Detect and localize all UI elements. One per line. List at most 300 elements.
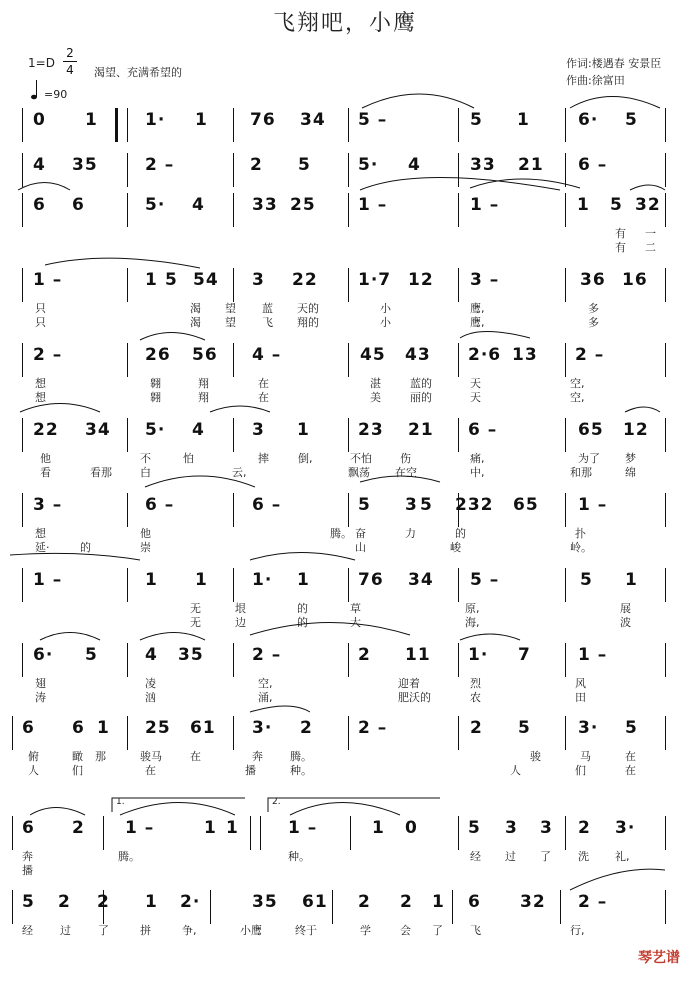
note: 25 xyxy=(290,195,316,215)
lyric-syllable: 在 xyxy=(258,391,269,404)
note: 2 xyxy=(58,892,71,912)
note: 22 xyxy=(33,420,59,440)
lyric-syllable: 奔 xyxy=(22,850,33,863)
lyric-syllable: 迎着 xyxy=(398,677,420,690)
note: 4 xyxy=(192,420,205,440)
note: 0 xyxy=(405,818,418,838)
note: 5 xyxy=(420,495,433,515)
lyric-syllable: 骏 xyxy=(530,750,541,763)
lyric-syllable: 草 xyxy=(350,602,361,615)
lyric-syllable: 他 xyxy=(40,452,51,465)
barline xyxy=(22,153,23,187)
note: 21 xyxy=(408,420,434,440)
composer-credit: 作曲:徐富田 xyxy=(566,74,625,87)
barline xyxy=(565,268,566,302)
note: 13 xyxy=(512,345,538,365)
lyric-syllable: 鹰, xyxy=(470,302,485,315)
note: 54 xyxy=(193,270,219,290)
lyric-syllable: 空, xyxy=(570,391,585,404)
lyric-syllable: 奋 xyxy=(355,527,366,540)
note: 5 xyxy=(580,570,593,590)
site-logo: 琴艺谱 xyxy=(638,950,680,966)
lyric-syllable: 在 xyxy=(625,764,636,777)
note: 2 xyxy=(97,892,110,912)
note: 2 – xyxy=(252,645,282,665)
note: 45 xyxy=(360,345,386,365)
barline xyxy=(565,568,566,602)
note: 1 xyxy=(204,818,217,838)
note: 6 xyxy=(72,718,85,738)
lyric-syllable: 种。 xyxy=(288,850,310,863)
note: 3 xyxy=(540,818,553,838)
lyric-syllable: 飞 xyxy=(262,316,273,329)
lyric-syllable: 无 xyxy=(190,616,201,629)
barline xyxy=(348,643,349,677)
note: 56 xyxy=(192,345,218,365)
note: 1 xyxy=(372,818,385,838)
lyric-syllable: 渴 xyxy=(190,316,201,329)
note: 26 xyxy=(145,345,171,365)
barline xyxy=(458,816,459,850)
note: 76 xyxy=(250,110,276,130)
note: 35 xyxy=(252,892,278,912)
note: 2 xyxy=(578,818,591,838)
note: 5· xyxy=(145,420,166,440)
barline xyxy=(665,193,666,227)
note: 32 xyxy=(520,892,546,912)
lyric-syllable: 扑 xyxy=(575,527,586,540)
quarter-note-icon xyxy=(31,80,37,100)
note: 2 xyxy=(470,718,483,738)
note: 1· xyxy=(145,110,166,130)
barline xyxy=(22,108,23,142)
lyric-syllable: 田 xyxy=(575,691,586,704)
note: 35 xyxy=(72,155,98,175)
lyric-syllable: 们 xyxy=(575,764,586,777)
note: 65 xyxy=(513,495,539,515)
note: 4 xyxy=(33,155,46,175)
barline xyxy=(127,568,128,602)
lyric-syllable: 鹰, xyxy=(470,316,485,329)
note: 3 xyxy=(252,420,265,440)
barline xyxy=(452,890,453,924)
note: 1 – xyxy=(358,195,388,215)
note: 34 xyxy=(300,110,326,130)
lyric-syllable: 想 xyxy=(35,377,46,390)
barline xyxy=(665,816,666,850)
lyric-syllable: 白 xyxy=(140,466,151,479)
note: 2·6 xyxy=(468,345,502,365)
lyric-syllable: 湛 xyxy=(370,377,381,390)
note: 65 xyxy=(578,420,604,440)
lyric-syllable: 洗 xyxy=(578,850,589,863)
note: 1 xyxy=(297,420,310,440)
lyric-syllable: 怕 xyxy=(183,452,194,465)
note: 3 – xyxy=(33,495,63,515)
barline xyxy=(115,108,118,142)
note: 61 xyxy=(302,892,328,912)
barline xyxy=(348,108,349,142)
lyric-syllable: 翱 xyxy=(150,377,161,390)
lyric-syllable: 腾。 xyxy=(330,527,352,540)
note: 1 – xyxy=(33,570,63,590)
note: 2 xyxy=(358,645,371,665)
note: 1 xyxy=(625,570,638,590)
note: 5 xyxy=(22,892,35,912)
note: 1 – xyxy=(125,818,155,838)
note: 4 xyxy=(145,645,158,665)
lyric-syllable: 云, xyxy=(232,466,247,479)
note: 43 xyxy=(405,345,431,365)
lyric-syllable: 不 xyxy=(140,452,151,465)
note: 34 xyxy=(85,420,111,440)
barline xyxy=(233,108,234,142)
lyric-syllable: 腾。 xyxy=(290,750,312,763)
barline xyxy=(12,816,13,850)
time-top: 2 xyxy=(66,46,74,60)
lyric-syllable: 中, xyxy=(470,466,485,479)
note: 4 xyxy=(408,155,421,175)
note: 76 xyxy=(358,570,384,590)
note: 2 xyxy=(250,155,263,175)
song-title: 飞翔吧，小鹰 xyxy=(272,11,417,36)
barline xyxy=(12,890,13,924)
barline xyxy=(458,568,459,602)
volta-1: 1. xyxy=(116,797,125,807)
barline xyxy=(565,643,566,677)
barline xyxy=(103,816,104,850)
note: 5 xyxy=(468,818,481,838)
barline xyxy=(127,493,128,527)
note: 2 xyxy=(400,892,413,912)
barline xyxy=(565,418,566,452)
lyric-syllable: 人 xyxy=(28,764,39,777)
note: 6 xyxy=(22,818,35,838)
note: 1 xyxy=(577,195,590,215)
barline xyxy=(665,568,666,602)
note: 1 xyxy=(145,570,158,590)
barline xyxy=(458,716,459,750)
lyric-syllable: 空, xyxy=(570,377,585,390)
lyric-syllable: 延· xyxy=(35,541,50,554)
lyric-syllable: 无 xyxy=(190,602,201,615)
barline xyxy=(22,268,23,302)
lyric-syllable: 争, xyxy=(182,924,197,937)
barline xyxy=(233,493,234,527)
lyric-syllable: 只 xyxy=(35,316,46,329)
note: 5 xyxy=(85,645,98,665)
barline xyxy=(458,343,459,377)
barline xyxy=(565,716,566,750)
note: 6 xyxy=(72,195,85,215)
barline xyxy=(348,716,349,750)
note: 34 xyxy=(408,570,434,590)
lyricist-credit: 作词:楼遇春 安景臣 xyxy=(566,57,662,70)
barline xyxy=(348,193,349,227)
lyric-syllable: 过 xyxy=(60,924,71,937)
note: 5 xyxy=(518,718,531,738)
note: 2 xyxy=(72,818,85,838)
note: 1·7 xyxy=(358,270,392,290)
lyric-syllable: 梦 xyxy=(625,452,636,465)
lyric-syllable: 奔 xyxy=(252,750,263,763)
note: 2 xyxy=(358,892,371,912)
note: 1 xyxy=(195,110,208,130)
barline xyxy=(665,493,666,527)
note: 2 – xyxy=(575,345,605,365)
lyric-syllable: 有 xyxy=(615,241,626,254)
lyric-syllable: 多 xyxy=(588,302,599,315)
barline xyxy=(348,343,349,377)
note: 1 – xyxy=(578,645,608,665)
lyric-syllable: 那 xyxy=(95,750,106,763)
barline xyxy=(348,268,349,302)
note: 1 xyxy=(226,818,239,838)
barline xyxy=(348,493,349,527)
lyric-syllable: 摔 xyxy=(258,452,269,465)
note: 6· xyxy=(33,645,54,665)
barline xyxy=(665,643,666,677)
lyric-syllable: 们 xyxy=(72,764,83,777)
note: 6 – xyxy=(468,420,498,440)
lyric-syllable: 骏马 xyxy=(140,750,162,763)
lyric-syllable: 过 xyxy=(505,850,516,863)
lyric-syllable: 了 xyxy=(432,924,443,937)
barline xyxy=(210,890,211,924)
lyric-syllable: 小 xyxy=(380,316,391,329)
lyric-syllable: 伤 xyxy=(400,452,411,465)
lyric-syllable: 小鹰 xyxy=(240,924,262,937)
note: 1 xyxy=(432,892,445,912)
barline xyxy=(233,153,234,187)
note: 2 – xyxy=(145,155,175,175)
note: 1 xyxy=(85,110,98,130)
note: 6 xyxy=(22,718,35,738)
barline xyxy=(127,418,128,452)
lyric-syllable: 种。 xyxy=(290,764,312,777)
lyric-syllable: 礼, xyxy=(615,850,630,863)
lyric-syllable: 肥沃的 xyxy=(398,691,431,704)
note: 1 xyxy=(297,570,310,590)
lyric-syllable: 崇 xyxy=(140,541,151,554)
lyric-syllable: 波 xyxy=(620,616,631,629)
lyric-syllable: 行, xyxy=(570,924,585,937)
lyric-syllable: 痛, xyxy=(470,452,485,465)
lyric-syllable: 播 xyxy=(245,764,256,777)
barline xyxy=(665,268,666,302)
lyric-syllable: 在空 xyxy=(395,466,417,479)
lyric-syllable: 翔的 xyxy=(297,316,319,329)
lyric-syllable: 空, xyxy=(258,677,273,690)
barline xyxy=(348,153,349,187)
lyric-syllable: 岭。 xyxy=(570,541,592,554)
note: 5 xyxy=(610,195,623,215)
lyric-syllable: 望 xyxy=(225,302,236,315)
lyric-syllable: 一 xyxy=(645,227,656,240)
barline xyxy=(350,816,351,850)
barline xyxy=(665,343,666,377)
barline xyxy=(458,418,459,452)
lyric-syllable: 在 xyxy=(258,377,269,390)
note: 7 xyxy=(518,645,531,665)
score-row xyxy=(0,718,690,813)
barline xyxy=(560,890,561,924)
note: 22 xyxy=(292,270,318,290)
lyric-syllable: 倒, xyxy=(298,452,313,465)
lyric-syllable: 的 xyxy=(455,527,466,540)
note: 5· xyxy=(358,155,379,175)
note: 35 xyxy=(178,645,204,665)
note: 5 xyxy=(625,718,638,738)
note: 3 xyxy=(505,818,518,838)
lyric-syllable: 风 xyxy=(575,677,586,690)
lyric-syllable: 边 xyxy=(235,616,246,629)
barline xyxy=(22,418,23,452)
lyric-syllable: 在 xyxy=(190,750,201,763)
note: 3 xyxy=(252,270,265,290)
barline xyxy=(458,643,459,677)
note: 5 – xyxy=(358,110,388,130)
barline xyxy=(348,418,349,452)
barline xyxy=(127,716,128,750)
lyric-syllable: 不怕 xyxy=(350,452,372,465)
barline xyxy=(233,193,234,227)
lyric-syllable: 翅 xyxy=(35,677,46,690)
note: 2 xyxy=(300,718,313,738)
barline xyxy=(458,108,459,142)
lyric-syllable: 垠 xyxy=(235,602,246,615)
lyric-syllable: 俯 xyxy=(28,750,39,763)
note: 5 xyxy=(165,270,178,290)
note: 1 – xyxy=(578,495,608,515)
barline xyxy=(665,418,666,452)
note: 1 xyxy=(145,270,158,290)
lyric-syllable: 人 xyxy=(510,764,521,777)
barline xyxy=(22,343,23,377)
note: 11 xyxy=(405,645,431,665)
note: 6 xyxy=(33,195,46,215)
barline xyxy=(458,153,459,187)
note: 5· xyxy=(145,195,166,215)
barline xyxy=(233,418,234,452)
note: 2 – xyxy=(33,345,63,365)
lyric-syllable: 学 xyxy=(360,924,371,937)
lyric-syllable: 在 xyxy=(625,750,636,763)
lyric-syllable: 天 xyxy=(470,391,481,404)
note: 1 xyxy=(517,110,530,130)
barline xyxy=(22,568,23,602)
note: 5 xyxy=(358,495,371,515)
barline xyxy=(22,493,23,527)
lyric-syllable: 看 xyxy=(40,466,51,479)
barline xyxy=(233,568,234,602)
barline xyxy=(22,643,23,677)
lyric-syllable: 烈 xyxy=(470,677,481,690)
lyric-syllable: 翔 xyxy=(198,377,209,390)
barline xyxy=(233,268,234,302)
lyric-syllable: 原, xyxy=(465,602,480,615)
key-signature: 1=D xyxy=(28,56,55,70)
lyric-syllable: 涌, xyxy=(258,691,273,704)
note: 3 – xyxy=(470,270,500,290)
time-signature xyxy=(63,46,77,77)
note: 36 xyxy=(580,270,606,290)
barline xyxy=(127,108,128,142)
lyric-syllable: 有 xyxy=(615,227,626,240)
barline xyxy=(12,716,13,750)
barline xyxy=(250,816,251,850)
lyric-syllable: 展 xyxy=(620,602,631,615)
lyric-syllable: 望 xyxy=(225,316,236,329)
note: 3· xyxy=(578,718,599,738)
lyric-syllable: 和那 xyxy=(570,466,592,479)
barline xyxy=(127,343,128,377)
barline xyxy=(127,193,128,227)
note: 33 xyxy=(252,195,278,215)
expression-mark: 渴望、充满希望的 xyxy=(94,66,182,79)
note: 6 – xyxy=(578,155,608,175)
time-bottom: 4 xyxy=(66,63,74,77)
lyric-syllable: 腾。 xyxy=(118,850,140,863)
barline xyxy=(565,108,566,142)
lyric-syllable: 山 xyxy=(355,541,366,554)
note: 2 – xyxy=(578,892,608,912)
lyric-syllable: 看那 xyxy=(90,466,112,479)
lyric-syllable: 想 xyxy=(35,527,46,540)
lyric-syllable: 凌 xyxy=(145,677,156,690)
lyric-syllable: 经 xyxy=(22,924,33,937)
note: 25 xyxy=(145,718,171,738)
note: 2 – xyxy=(358,718,388,738)
note: 61 xyxy=(190,718,216,738)
note: 1 xyxy=(195,570,208,590)
barline xyxy=(127,643,128,677)
lyric-syllable: 蓝 xyxy=(262,302,273,315)
note: 1· xyxy=(252,570,273,590)
note: 5 xyxy=(625,110,638,130)
barline xyxy=(22,193,23,227)
lyric-syllable: 力 xyxy=(405,527,416,540)
note: 1 xyxy=(145,892,158,912)
barline xyxy=(665,890,666,924)
volta-2: 2. xyxy=(272,797,281,807)
lyric-syllable: 小 xyxy=(380,302,391,315)
barline xyxy=(665,716,666,750)
lyric-syllable: 农 xyxy=(470,691,481,704)
tempo-mark: =90 xyxy=(44,88,68,101)
lyric-syllable: 想 xyxy=(35,391,46,404)
barline xyxy=(565,153,566,187)
note: 1 – xyxy=(33,270,63,290)
note: 1 xyxy=(97,718,110,738)
barline xyxy=(127,268,128,302)
note: 32 xyxy=(635,195,661,215)
note: 6 – xyxy=(252,495,282,515)
barline xyxy=(233,343,234,377)
barline xyxy=(127,153,128,187)
score-row xyxy=(0,892,690,987)
note: 1· xyxy=(468,645,489,665)
lyric-syllable: 丽的 xyxy=(410,391,432,404)
note: 21 xyxy=(518,155,544,175)
note: 6· xyxy=(578,110,599,130)
note: 12 xyxy=(623,420,649,440)
note: 4 – xyxy=(252,345,282,365)
note: 5 xyxy=(470,110,483,130)
note: 232 xyxy=(455,495,494,515)
lyric-syllable: 他 xyxy=(140,527,151,540)
note: 16 xyxy=(622,270,648,290)
